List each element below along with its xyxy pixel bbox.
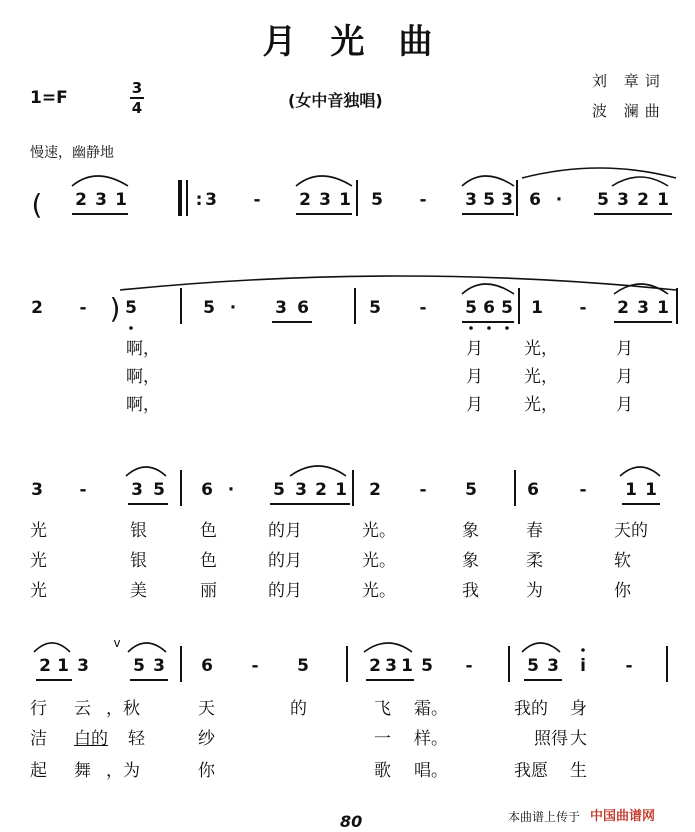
voice-type: (女中音独唱) [288,91,383,110]
time-numerator: 3 [131,79,143,97]
tempo-marking: 慢速，幽静地 [30,145,114,161]
lyricist-credit: 刘 章词 [592,72,666,90]
key-signature: 1=F [30,88,68,108]
site-logo[interactable]: 中国曲谱网 [590,809,656,824]
page-number: 80 [340,812,363,831]
footer-upload-text: 本曲谱上传于 [508,810,581,824]
composer-credit: 波 澜曲 [592,102,666,120]
song-title: 月光曲 [262,22,467,62]
time-denominator: 4 [131,99,143,117]
